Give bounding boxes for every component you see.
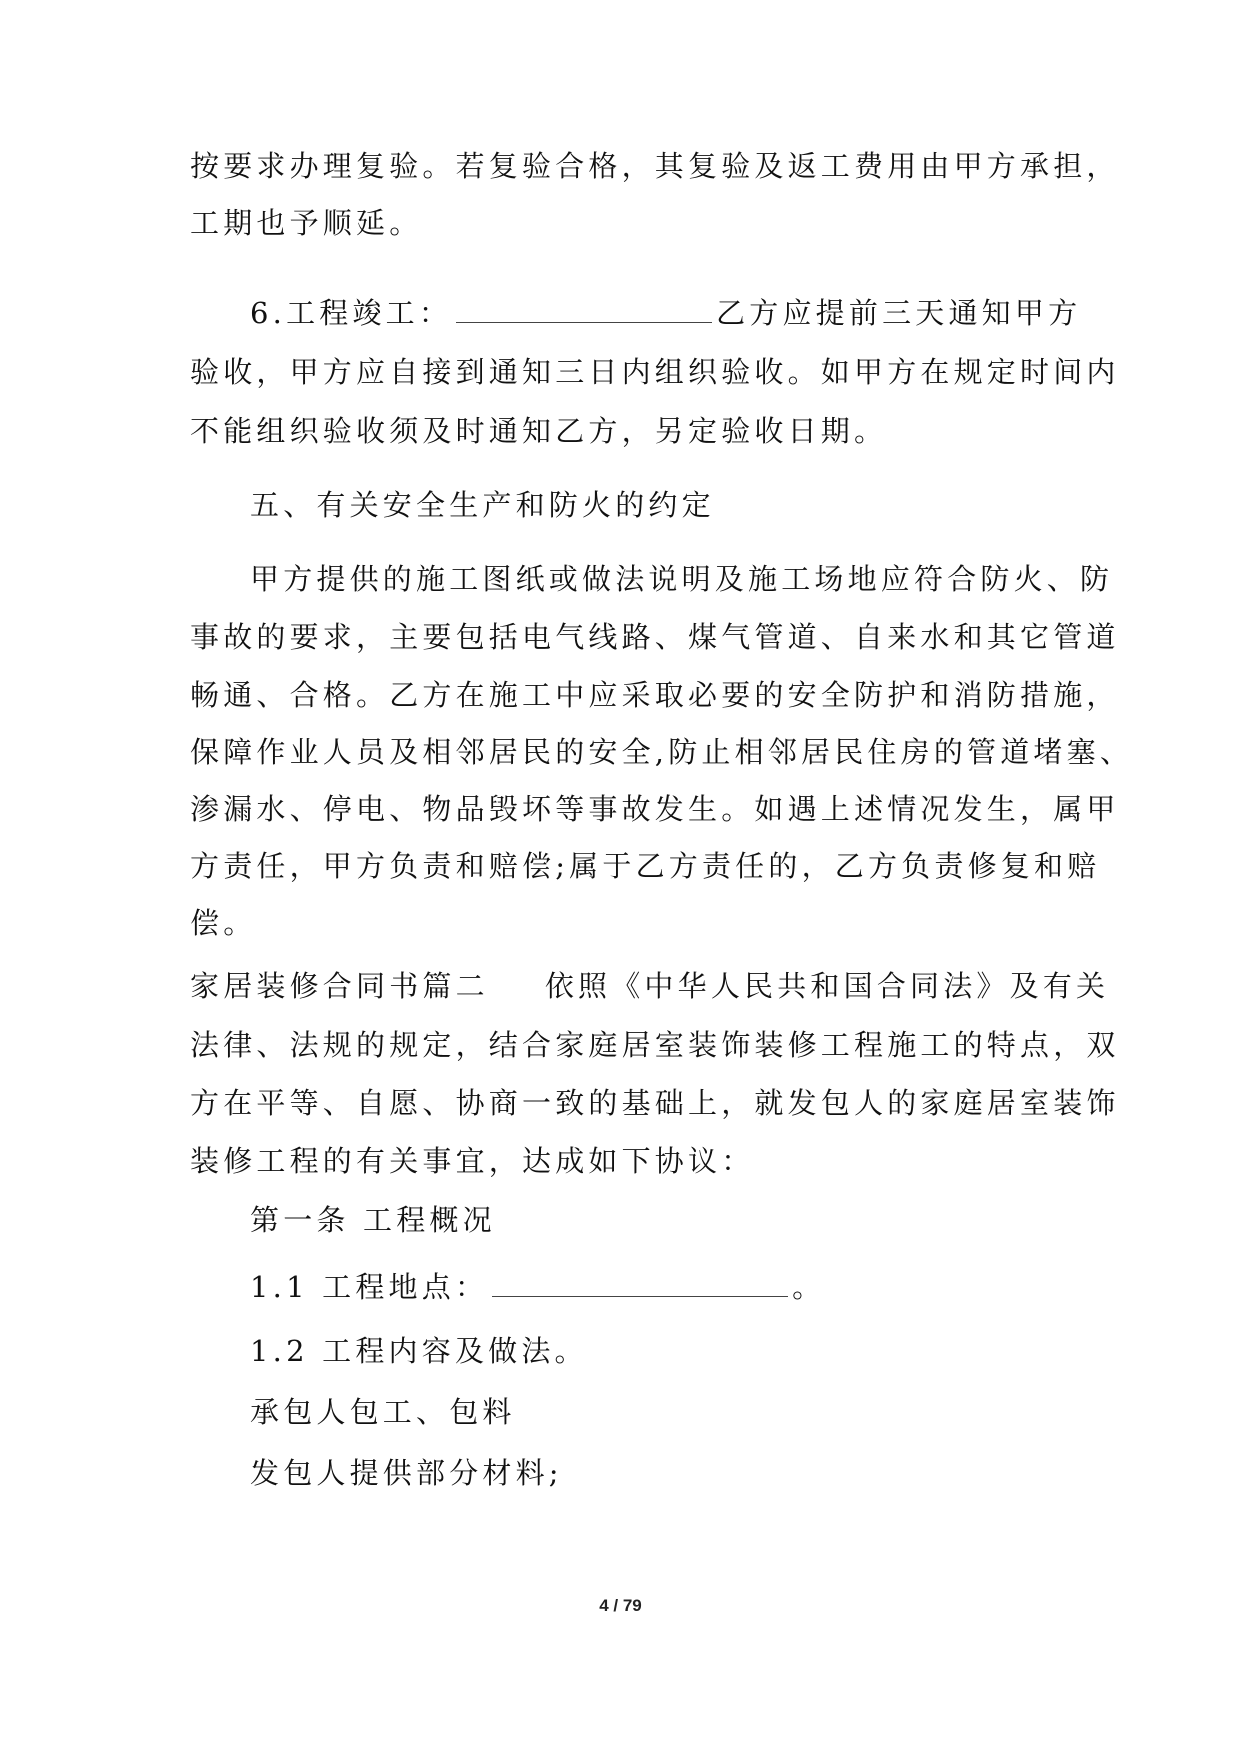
paragraph-line-with-blank [250,1267,825,1307]
paragraph-line: 甲方提供的施工图纸或做法说明及施工场地应符合防火、防 [250,562,1114,596]
clause-text: 乙方应提前三天通知甲方 [716,296,1082,330]
paragraph-line: 畅通、合格。乙方在施工中应采取必要的安全防护和消防措施， [190,678,1120,712]
paragraph-line-with-title [190,966,1109,1006]
paragraph-line: 方责任，甲方负责和赔偿;属于乙方责任的，乙方负责修复和赔 [190,849,1101,883]
paragraph-line: 装修工程的有关事宜，达成如下协议： [190,1144,755,1178]
clause-end: 。 [792,1270,826,1304]
paragraph-line: 发包人提供部分材料; [250,1456,563,1490]
paragraph-line: 不能组织验收须及时通知乙方，另定验收日期。 [190,414,888,448]
paragraph-line: 方在平等、自愿、协商一致的基础上，就发包人的家庭居室装饰 [190,1086,1120,1120]
paragraph-line: 验收，甲方应自接到通知三日内组织验收。如甲方在规定时间内 [190,355,1120,389]
clause-label: 6.工程竣工： [250,296,453,330]
paragraph-line: 渗漏水、停电、物品毁坏等事故发生。如遇上述情况发生，属甲 [190,792,1120,826]
paragraph-text: 依照《中华人民共和国合同法》及有关 [544,969,1110,1003]
paragraph-line: 按要求办理复验。若复验合格，其复验及返工费用由甲方承担， [190,149,1120,183]
article-heading: 第一条 工程概况 [250,1203,496,1237]
paragraph-line: 法律、法规的规定，结合家庭居室装饰装修工程施工的特点，双 [190,1028,1120,1062]
paragraph-line: 偿。 [190,906,257,940]
paragraph-line-with-blank [250,293,1081,333]
fill-in-blank [492,1270,788,1297]
fill-in-blank [456,296,712,323]
section-heading: 五、有关安全生产和防火的约定 [250,488,715,522]
paragraph-line: 承包人包工、包料 [250,1395,516,1429]
clause-label: 1.1 工程地点： [250,1270,489,1304]
paragraph-line: 保障作业人员及相邻居民的安全,防止相邻居民住房的管道堵塞、 [190,735,1134,769]
section-title: 家居装修合同书篇二 [190,969,489,1003]
paragraph-line: 工期也予顺延。 [190,206,423,240]
paragraph-line: 事故的要求，主要包括电气线路、煤气管道、自来水和其它管道 [190,620,1120,654]
page-number: 4 / 79 [599,1596,642,1615]
paragraph-line: 1.2 工程内容及做法。 [250,1334,588,1368]
